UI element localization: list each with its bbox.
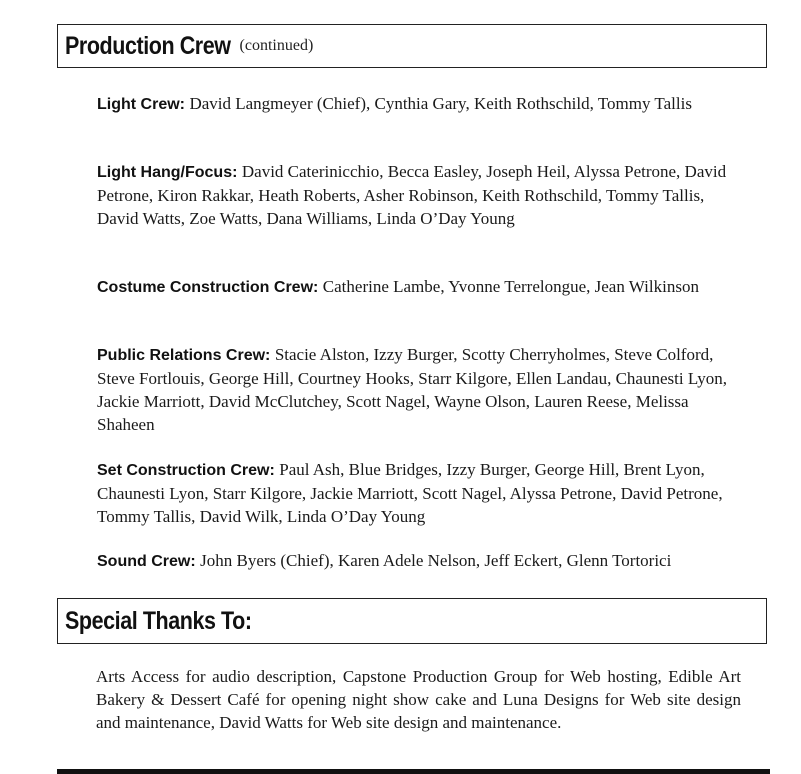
crew-names: Paul Ash, Blue Bridges, Izzy Burger, George Hill, Brent Lyon, Chaunesti Lyon, Starr Kilgore, Jackie Marriott, Scott Nagel, Alyssa Petrone, David Petrone, Tommy Tallis, David Wilk, Linda O’Day Young — [97, 460, 723, 526]
crew-label: Sound Crew: — [97, 553, 201, 570]
crew-names: Catherine Lambe, Yvonne Terrelongue, Jean Wilkinson — [322, 277, 699, 296]
crew-entry-public-relations — [97, 343, 737, 436]
special-thanks-title: Special Thanks To: — [65, 606, 252, 635]
production-crew-title: Production Crew — [65, 31, 231, 60]
crew-entry-sound-crew — [97, 549, 737, 573]
crew-entry-set-construction — [97, 458, 737, 528]
production-crew-header — [57, 24, 767, 68]
crew-label: Set Construction Crew: — [97, 462, 280, 479]
crew-entry-costume-construction — [97, 275, 737, 299]
crew-names: Stacie Alston, Izzy Burger, Scotty Cherryholmes, Steve Colford, Steve Fortlouis, George Hill, Courtney Hooks, Starr Kilgore, Ellen Landau, Chaunesti Lyon, Jackie Marriott, David McClutchey, Scott Nagel, Wayne Olson, Lauren Reese, Melissa Shaheen — [97, 345, 728, 434]
crew-label: Light Hang/Focus: — [97, 164, 242, 181]
crew-names: David Langmeyer (Chief), Cynthia Gary, Keith Rothschild, Tommy Tallis — [189, 94, 692, 113]
production-crew-subtitle: (continued) — [239, 37, 314, 54]
crew-names: John Byers (Chief), Karen Adele Nelson, Jeff Eckert, Glenn Tortorici — [200, 551, 672, 570]
crew-label: Light Crew: — [97, 96, 190, 113]
crew-names: David Caterinicchio, Becca Easley, Joseph Heil, Alyssa Petrone, David Petrone, Kiron Rakkar, Heath Roberts, Asher Robinson, Keith Rothschild, Tommy Tallis, David Watts, Zoe Watts, Dana Williams, Linda O’Day Young — [97, 162, 727, 228]
crew-entry-light-hang-focus — [97, 160, 737, 230]
crew-entry-light-crew — [97, 92, 737, 116]
bottom-rule — [57, 769, 770, 774]
crew-label: Public Relations Crew: — [97, 347, 275, 364]
crew-label: Costume Construction Crew: — [97, 279, 323, 296]
special-thanks-header — [57, 598, 767, 644]
special-thanks-text: Arts Access for audio description, Capstone Production Group for Web hosting, Edible Art Bakery & Dessert Café for opening night show cake and Luna Designs for Web site design and maintenance, David Watts for Web site design and maintenance. — [96, 667, 741, 732]
